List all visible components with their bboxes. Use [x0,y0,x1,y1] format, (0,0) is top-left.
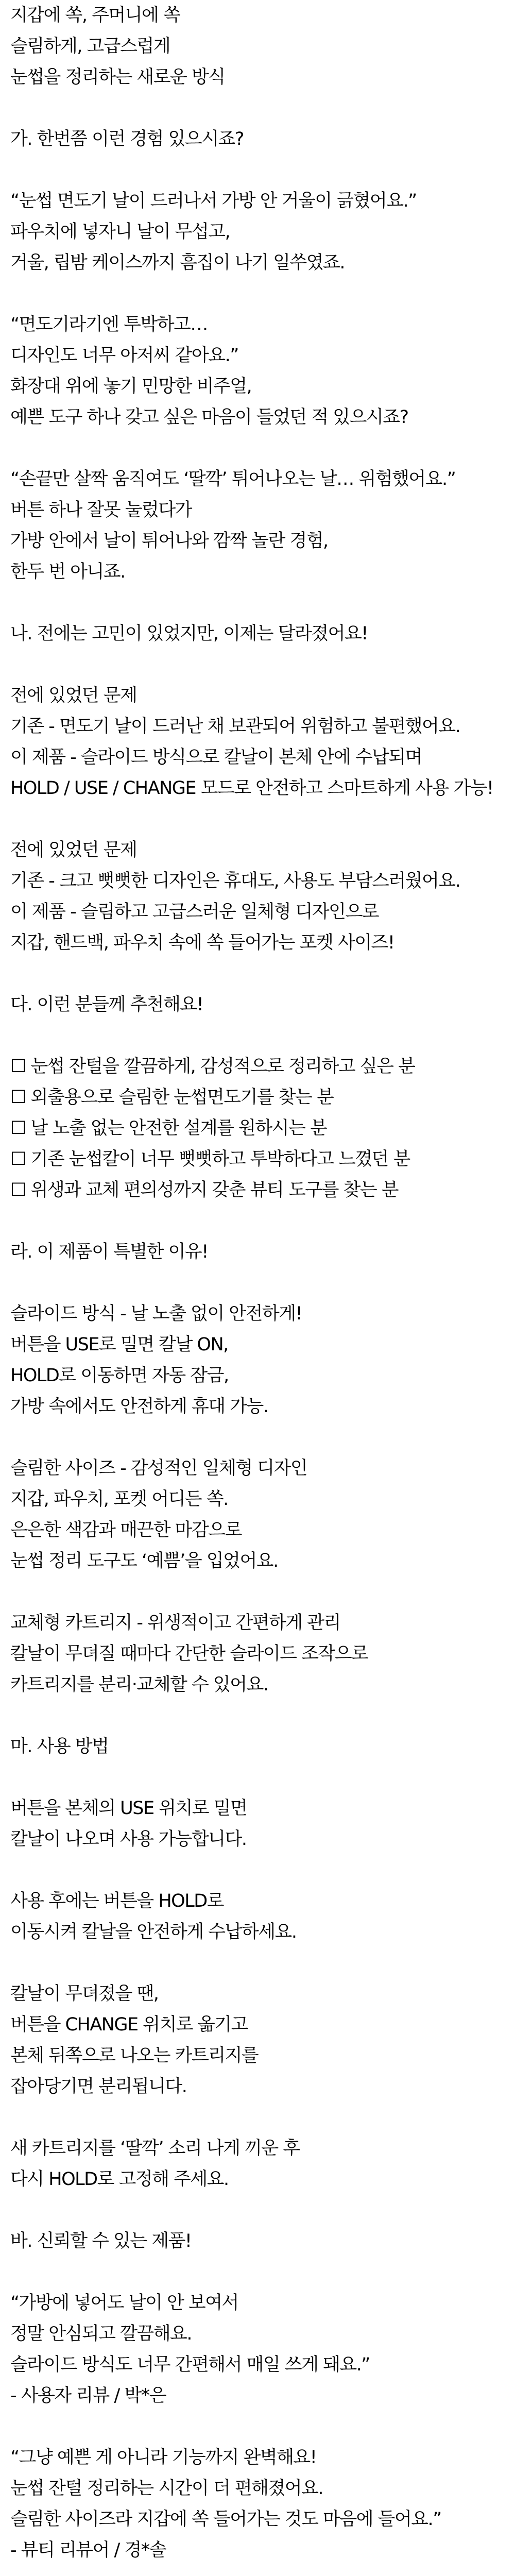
paragraph-line: 이동시켜 칼날을 안전하게 수납하세요. [10,1922,297,1942]
paragraph-line: “눈썹 면도기 날이 드러나서 가방 안 거울이 긁혔어요.” [10,191,417,211]
paragraph-line: “손끝만 살짝 움직여도 ‘딸깍’ 튀어나오는 날… 위험했어요.” [10,469,456,489]
intro [10,0,505,93]
review-line: “그냥 예쁜 게 아니라 기능까지 완벽해요! [10,2447,317,2468]
checklist-item: ☐ 눈썹 잔털을 깔끔하게, 감성적으로 정리하고 싶은 분 [10,1056,415,1077]
review-line: 정말 안심되고 깔끔해요. [10,2324,192,2344]
section-heading-ga: 가. 한번쯤 이런 경험 있으시죠? [10,129,244,149]
paragraph-line: 전에 있었던 문제 [10,685,137,706]
paragraph-line: 버튼을 CHANGE 위치로 옮기고 [10,2014,248,2035]
paragraph-line: 버튼을 본체의 USE 위치로 밀면 [10,1798,247,1819]
paragraph-line: 눈썹 정리 도구도 ‘예쁨’을 입었어요. [10,1551,278,1571]
section-heading-ba: 바. 신뢰할 수 있는 제품! [10,2231,192,2251]
paragraph-line: 칼날이 무뎌질 때마다 간단한 슬라이드 조작으로 [10,1643,368,1664]
paragraph-line: 거울, 립밤 케이스까지 흠집이 나기 일쑤였죠. [10,252,345,273]
paragraph-line: 기존 - 크고 뻣뻣한 디자인은 휴대도, 사용도 부담스러웠어요. [10,871,460,891]
paragraph-line: 버튼 하나 잘못 눌렀다가 [10,500,192,520]
section-heading-ma: 마. 사용 방법 [10,1736,109,1757]
intro-line: 지갑에 쏙, 주머니에 쏙 [10,5,180,26]
paragraph-line: HOLD로 이동하면 자동 잠금, [10,1365,229,1386]
paragraph-line: 잡아당기면 분리됩니다. [10,2076,187,2097]
paragraph-line: 가방 안에서 날이 튀어나와 깜짝 놀란 경험, [10,531,328,551]
paragraph-line: 본체 뒤쪽으로 나오는 카트리지를 [10,2045,259,2066]
paragraph-line: 사용 후에는 버튼을 HOLD로 [10,1891,224,1911]
paragraph-line: 지갑, 파우치, 포켓 어디든 쏙. [10,1489,228,1510]
paragraph-line: 은은한 색감과 매끈한 마감으로 [10,1520,242,1540]
section-heading-na: 나. 전에는 고민이 있었지만, 이제는 달라졌어요! [10,623,368,644]
paragraph-line: 칼날이 무뎌졌을 땐, [10,1984,159,2004]
paragraph-line: 가방 속에서도 안전하게 휴대 가능. [10,1396,268,1417]
paragraph-line: 한두 번 아니죠. [10,562,125,582]
paragraph-line: 카트리지를 분리·교체할 수 있어요. [10,1674,268,1695]
checklist-item: ☐ 위생과 교체 편의성까지 갖춘 뷰티 도구를 찾는 분 [10,1180,399,1200]
review-line: 슬라이드 방식도 너무 간편해서 매일 쓰게 돼요.” [10,2354,370,2375]
review-line: 눈썹 잔털 정리하는 시간이 더 편해졌어요. [10,2478,323,2499]
paragraph-line: 칼날이 나오며 사용 가능합니다. [10,1829,247,1850]
paragraph-line: 교체형 카트리지 - 위생적이고 간편하게 관리 [10,1613,340,1633]
paragraph-line: 전에 있었던 문제 [10,840,137,860]
paragraph-line: 이 제품 - 슬림하고 고급스러운 일체형 디자인으로 [10,902,379,922]
paragraph-line: 화장대 위에 놓기 민망한 비주얼, [10,376,252,397]
paragraph-line: 지갑, 핸드백, 파우치 속에 쏙 들어가는 포켓 사이즈! [10,933,394,953]
review-line: 슬림한 사이즈라 지갑에 쏙 들어가는 것도 마음에 들어요.” [10,2509,441,2530]
paragraph-line: 파우치에 넣자니 날이 무섭고, [10,222,230,242]
intro-line: 슬림하게, 고급스럽게 [10,36,170,57]
paragraph-line: “면도기라기엔 투박하고… [10,314,208,335]
paragraph-line: 버튼을 USE로 밀면 칼날 ON, [10,1334,228,1355]
paragraph-line: 슬라이드 방식 - 날 노출 없이 안전하게! [10,1303,302,1324]
paragraph-line: 기존 - 면도기 날이 드러난 채 보관되어 위험하고 불편했어요. [10,716,460,737]
paragraph-line: 다시 HOLD로 고정해 주세요. [10,2169,229,2190]
checklist-item: ☐ 외출용으로 슬림한 눈썹면도기를 찾는 분 [10,1087,334,1108]
review-author: - 사용자 리뷰 / 박*은 [10,2385,166,2406]
review-author: - 뷰티 리뷰어 / 경*솔 [10,2540,166,2561]
paragraph-line: 슬림한 사이즈 - 감성적인 일체형 디자인 [10,1458,307,1479]
paragraph-line: HOLD / USE / CHANGE 모드로 안전하고 스마트하게 사용 가능! [10,778,493,799]
review-line: “가방에 넣어도 날이 안 보여서 [10,2293,238,2313]
checklist-item: ☐ 날 노출 없는 안전한 설계를 원하시는 분 [10,1118,327,1139]
section-heading-ra: 라. 이 제품이 특별한 이유! [10,1242,208,1262]
paragraph-line: 이 제품 - 슬라이드 방식으로 칼날이 본체 안에 수납되며 [10,747,422,768]
paragraph-line: 새 카트리지를 ‘딸깍’ 소리 나게 끼운 후 [10,2138,300,2159]
intro-line: 눈썹을 정리하는 새로운 방식 [10,67,225,88]
checklist-item: ☐ 기존 눈썹칼이 너무 뻣뻣하고 투박하다고 느꼈던 분 [10,1149,410,1170]
section-heading-da: 다. 이런 분들께 추천해요! [10,994,203,1015]
paragraph-line: 디자인도 너무 아저씨 같아요.” [10,345,238,366]
paragraph-line: 예쁜 도구 하나 갖고 싶은 마음이 들었던 적 있으시죠? [10,407,408,428]
